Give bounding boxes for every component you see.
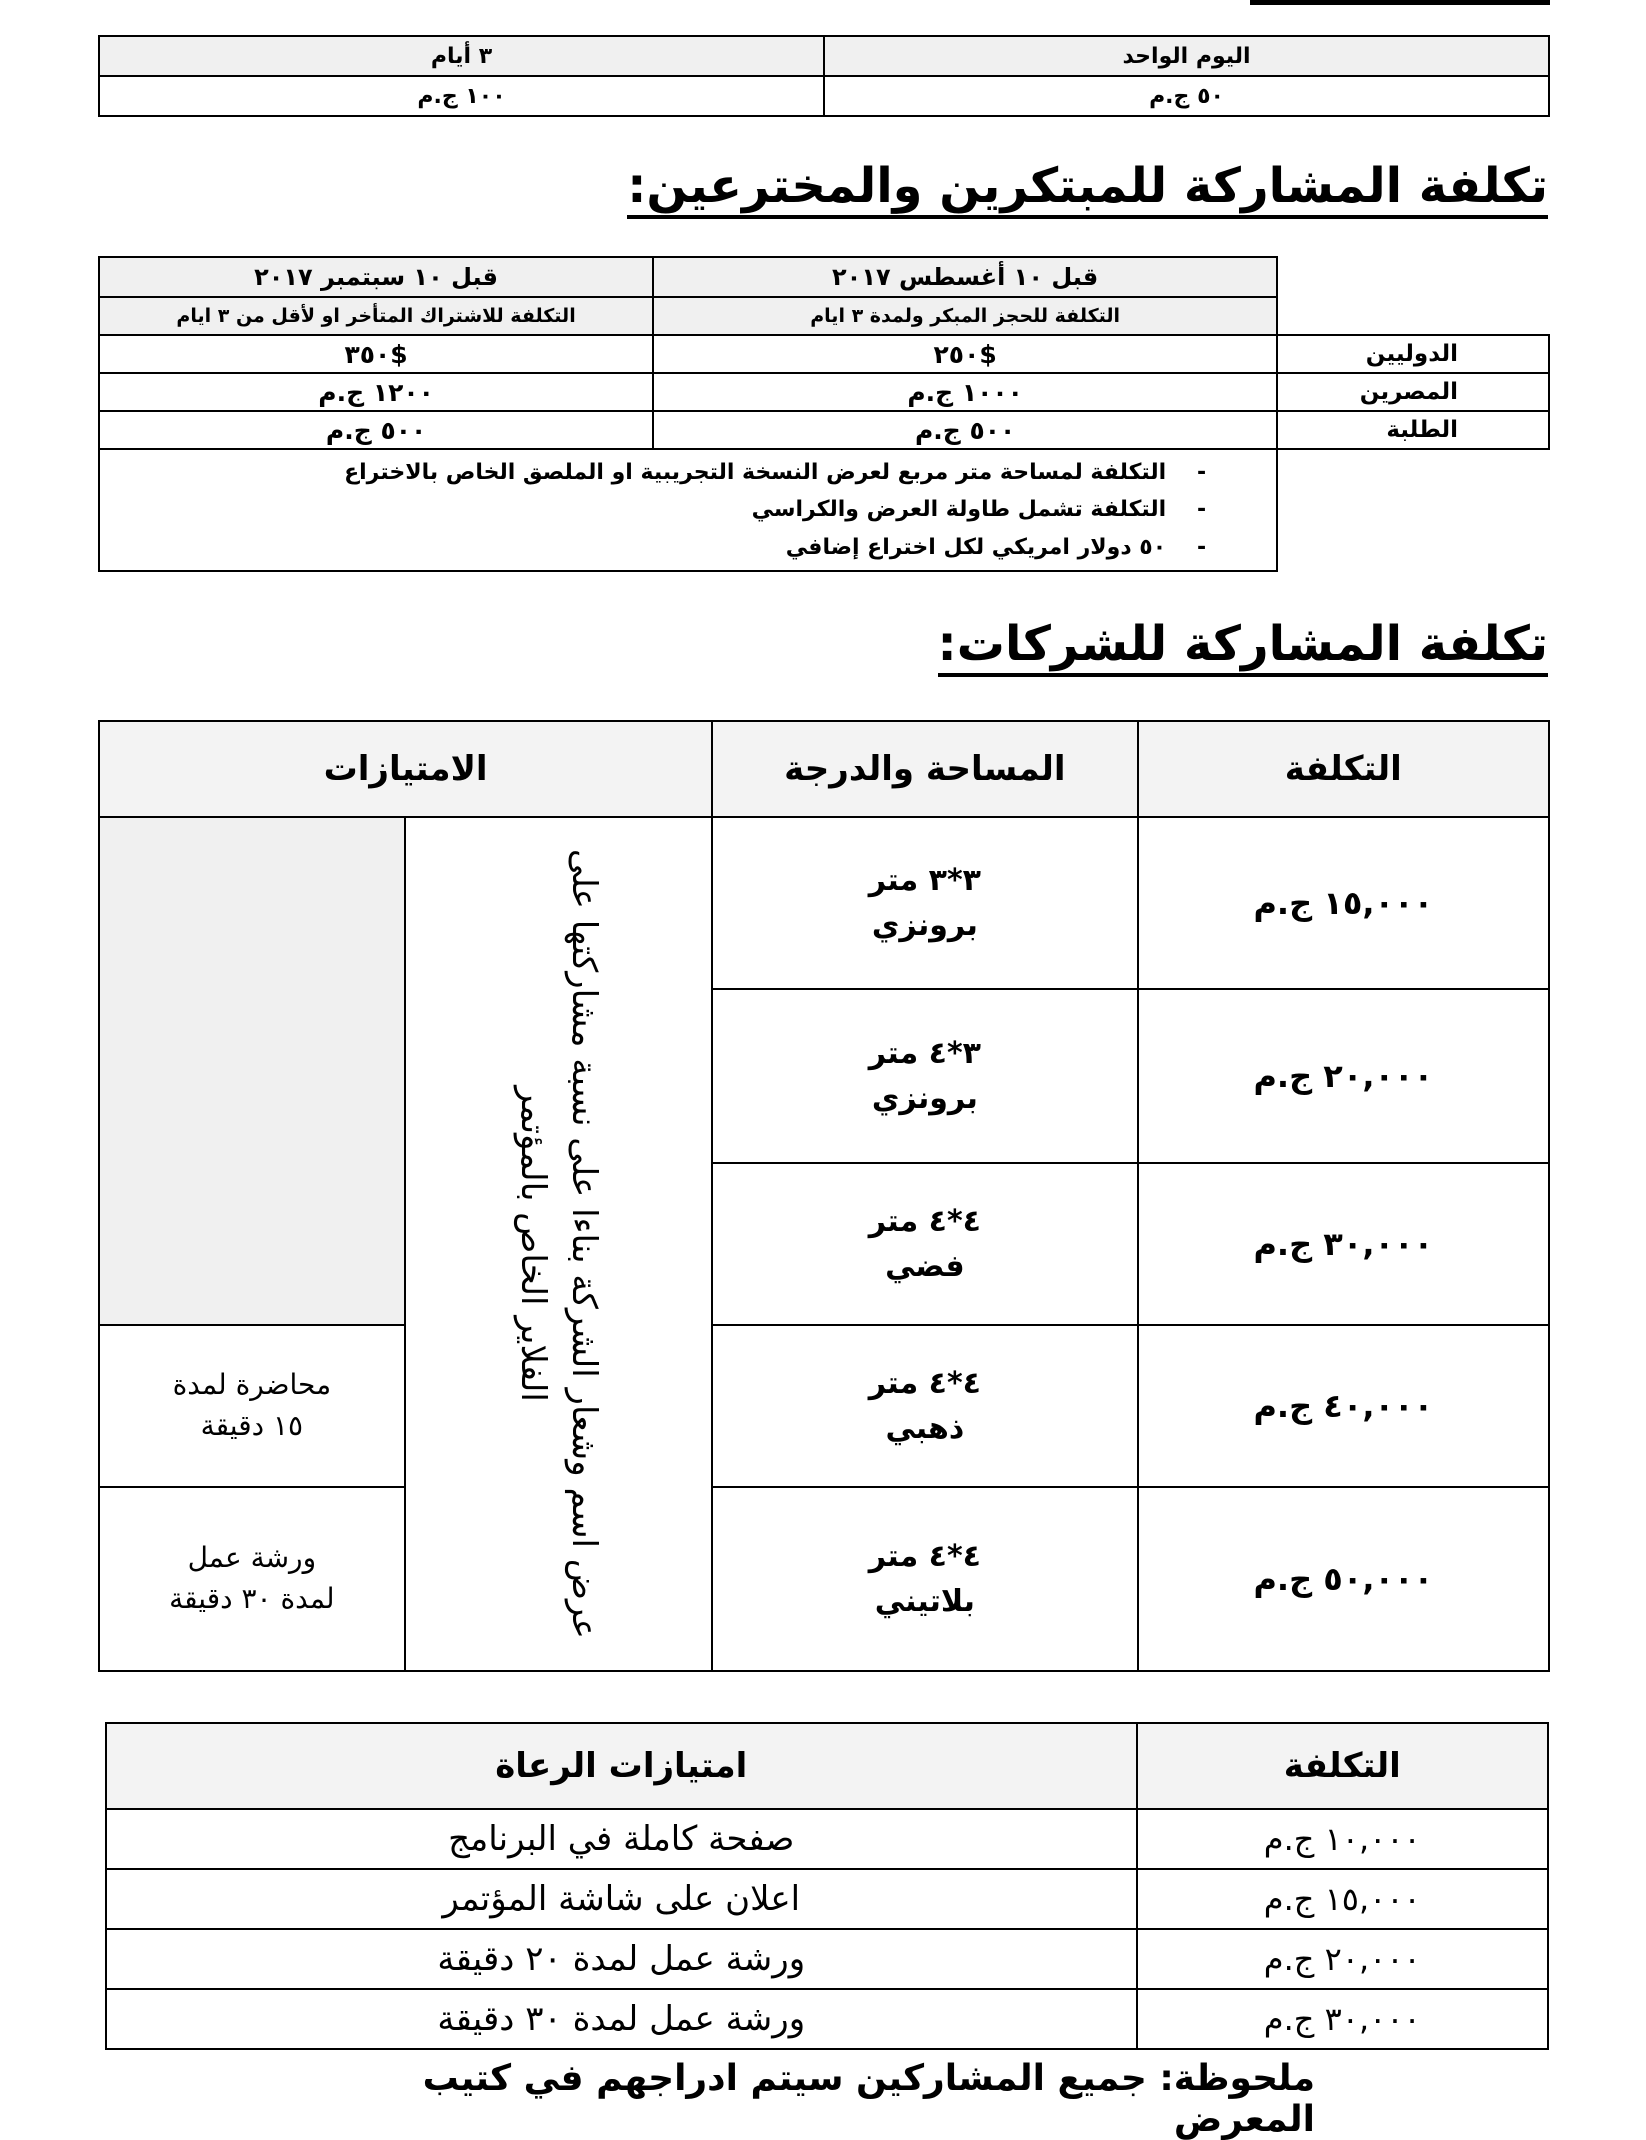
sponsor-privilege: ورشة عمل لمدة ٢٠ دقيقة — [106, 1929, 1137, 1989]
company-space — [712, 989, 1137, 1163]
company-space — [712, 817, 1137, 989]
company-space — [712, 1325, 1137, 1487]
company-cost: ٣٠,٠٠٠ ج.م — [1138, 1163, 1549, 1325]
egyptians-late-price: ١٢٠٠ ج.م — [99, 373, 653, 411]
row-label-students: الطلبة — [1277, 411, 1549, 449]
period-date-row — [99, 257, 1549, 297]
visitors-price-row — [99, 76, 1549, 116]
period-note-row — [99, 297, 1549, 335]
egyptians-early-price: ١٠٠٠ ج.م — [653, 373, 1277, 411]
sponsor-cost-header: التكلفة — [1137, 1723, 1549, 1809]
footer-note: ملحوظة: جميع المشاركين سيتم ادراجهم في كتيب المعرض — [422, 2058, 1315, 2140]
company-space — [712, 1163, 1137, 1325]
company-cost: ٢٠,٠٠٠ ج.م — [1138, 989, 1549, 1163]
note-item: - التكلفة لمساحة متر مربع لعرض النسخة التجريبية او الملصق الخاص بالاختراع — [110, 454, 1206, 491]
notes-row — [99, 449, 1549, 571]
empty-corner-2 — [1277, 297, 1549, 335]
late-period-date: قبل ١٠ سبتمبر ٢٠١٧ — [99, 257, 653, 297]
companies-section-title: تكلفة المشاركة للشركات: — [938, 618, 1548, 677]
notes-cell — [99, 449, 1277, 571]
company-cost: ٥٠,٠٠٠ ج.م — [1138, 1487, 1549, 1671]
notes-list — [110, 454, 1236, 566]
companies-price-table — [98, 720, 1550, 1672]
companies-header-row — [99, 721, 1549, 817]
notes-spacer — [1277, 449, 1549, 571]
sponsor-row — [106, 1929, 1548, 1989]
sponsor-cost: ٢٠,٠٠٠ ج.م — [1137, 1929, 1549, 1989]
egyptians-row — [99, 373, 1549, 411]
one-day-price: ٥٠ ج.م — [824, 76, 1549, 116]
space-size: ٤*٤ متر — [868, 1204, 981, 1239]
space-size: ٤*٤ متر — [868, 1366, 981, 1401]
visitors-header-row — [99, 36, 1549, 76]
company-row — [99, 1325, 1549, 1487]
company-space — [712, 1487, 1137, 1671]
empty-corner — [1277, 257, 1549, 297]
shared-privilege-text: عرض اسم وشعار الشركة بناءا على نسبة مشاركتها على الفلاير الخاص بالمؤتمر — [513, 849, 605, 1639]
sponsor-cost: ٣٠,٠٠٠ ج.م — [1137, 1989, 1549, 2049]
privileges-header: الامتيازات — [99, 721, 712, 817]
sponsor-privilege: اعلان على شاشة المؤتمر — [106, 1869, 1137, 1929]
space-tier: فضي — [885, 1249, 965, 1284]
workshop-privilege-line2: لمدة ٣٠ دقيقة — [169, 1582, 335, 1615]
note-item: - ٥٠ دولار امريكي لكل اختراع إضافي — [110, 529, 1206, 566]
lecture-privilege — [99, 1325, 405, 1487]
sponsors-table — [105, 1722, 1549, 2050]
international-row — [99, 335, 1549, 373]
space-size: ٣*٣ متر — [868, 863, 981, 898]
top-rule — [1250, 0, 1550, 5]
students-late-price: ٥٠٠ ج.م — [99, 411, 653, 449]
space-tier: ذهبي — [885, 1411, 965, 1446]
space-tier: بلاتيني — [874, 1584, 975, 1619]
shared-privilege-cell — [405, 817, 712, 1671]
row-label-egyptians: المصرين — [1277, 373, 1549, 411]
space-tier: برونزي — [871, 908, 978, 943]
space-tier: برونزي — [871, 1081, 978, 1116]
three-days-header: ٣ أيام — [99, 36, 824, 76]
sponsors-header-row — [106, 1723, 1548, 1809]
no-extra-privilege-cell — [99, 817, 405, 1325]
sponsor-row — [106, 1989, 1548, 2049]
space-size: ٣*٤ متر — [868, 1036, 981, 1071]
company-row — [99, 817, 1549, 989]
sponsor-privilege: ورشة عمل لمدة ٣٠ دقيقة — [106, 1989, 1137, 2049]
workshop-privilege — [99, 1487, 405, 1671]
company-row — [99, 1487, 1549, 1671]
company-cost: ١٥,٠٠٠ ج.م — [1138, 817, 1549, 989]
inventors-price-table — [98, 256, 1550, 572]
sponsor-cost: ١٠,٠٠٠ ج.م — [1137, 1809, 1549, 1869]
international-late-price: $٣٥٠ — [99, 335, 653, 373]
workshop-privilege-line1: ورشة عمل — [187, 1541, 317, 1575]
early-period-date: قبل ١٠ أغسطس ٢٠١٧ — [653, 257, 1277, 297]
company-cost: ٤٠,٠٠٠ ج.م — [1138, 1325, 1549, 1487]
late-period-note: التكلفة للاشتراك المتأخر او لأقل من ٣ ايام — [99, 297, 653, 335]
note-item: - التكلفة تشمل طاولة العرض والكراسي — [110, 491, 1206, 528]
space-header: المساحة والدرجة — [712, 721, 1137, 817]
one-day-header: اليوم الواحد — [824, 36, 1549, 76]
students-early-price: ٥٠٠ ج.م — [653, 411, 1277, 449]
sponsor-cost: ١٥,٠٠٠ ج.م — [1137, 1869, 1549, 1929]
space-size: ٤*٤ متر — [868, 1539, 981, 1574]
cost-header: التكلفة — [1138, 721, 1549, 817]
international-early-price: $٢٥٠ — [653, 335, 1277, 373]
inventors-section-title: تكلفة المشاركة للمبتكرين والمخترعين: — [627, 160, 1548, 219]
sponsor-privileges-header: امتيازات الرعاة — [106, 1723, 1137, 1809]
visitors-price-table — [98, 35, 1550, 117]
students-row — [99, 411, 1549, 449]
sponsor-privilege: صفحة كاملة في البرنامج — [106, 1809, 1137, 1869]
lecture-privilege-line1: محاضرة لمدة — [172, 1368, 332, 1402]
sponsor-row — [106, 1869, 1548, 1929]
sponsor-row — [106, 1809, 1548, 1869]
early-period-note: التكلفة للحجز المبكر ولمدة ٣ ايام — [653, 297, 1277, 335]
row-label-international: الدوليين — [1277, 335, 1549, 373]
three-days-price: ١٠٠ ج.م — [99, 76, 824, 116]
lecture-privilege-line2: ١٥ دقيقة — [200, 1409, 304, 1442]
